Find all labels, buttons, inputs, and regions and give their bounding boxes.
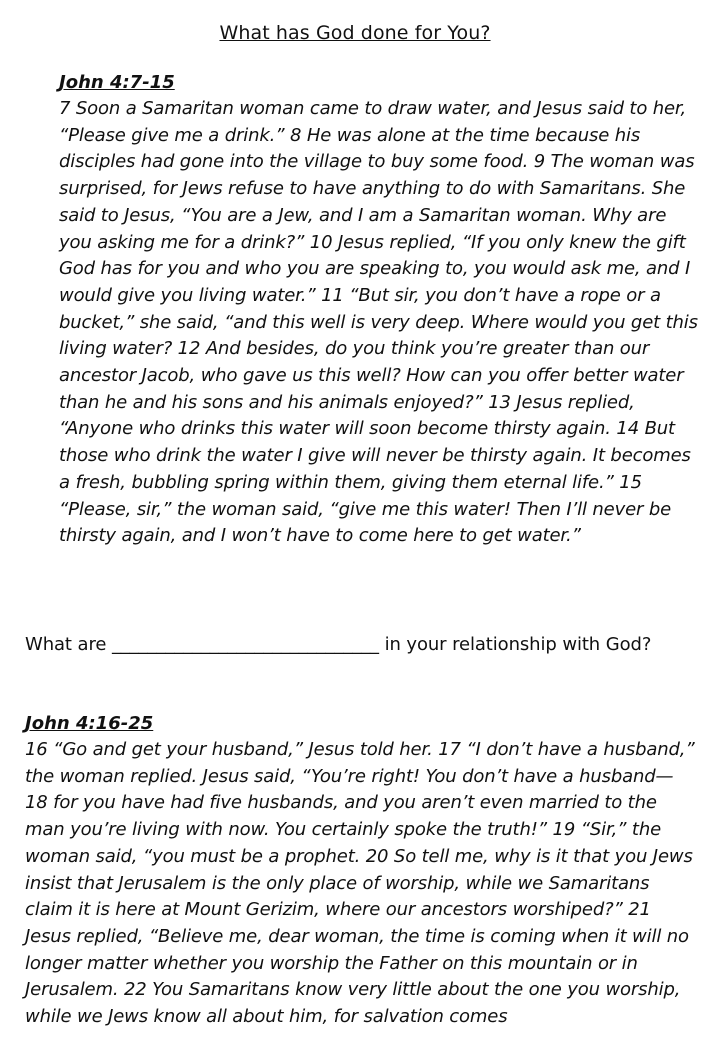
passage-section-2 — [25, 711, 700, 1031]
passage-text-2: 16 “Go and get your husband,” Jesus told her. 17 “I don’t have a husband,” the woman replied. Jesus said, “You’re right! You don’t have a husband— 18 for you have had five husbands, and you aren’t even married to the man you’re living with now. You certainly spoke the truth!” 19 “Sir,” the woman said, “you must be a prophet. 20 So tell me, why is it that you Jews insist that Jerusalem is the only place of worship, while we Samaritans claim it is here at Mount Gerizim, where our ancestors worshiped?” 21 Jesus replied, “Believe me, dear woman, the time is coming when it will no longer matter whether you worship the Father on this mountain or in Jerusalem. 22 You Samaritans know very little about the one you worship, while we Jews know all about him, for salvation comes — [25, 739, 695, 1028]
passage-section-1 — [59, 70, 699, 550]
page-title: What has God done for You? — [219, 22, 491, 44]
passage-reference-1: John 4:7-15 — [59, 72, 175, 93]
passage-reference-2: John 4:16-25 — [25, 713, 154, 734]
passage-text-1: 7 Soon a Samaritan woman came to draw water, and Jesus said to her, “Please give me a drink.” 8 He was alone at the time because his disciples had gone into the village to buy some food. 9 The woman was surprised, for Jews refuse to have anything to do with Samaritans. She said to Jesus, “You are a Jew, and I am a Samaritan woman. Why are you asking me for a drink?” 10 Jesus replied, “If you only knew the gift God has for you and who you are speaking to, you would ask me, and I would give you living water.” 11 “But sir, you don’t have a rope or a bucket,” she said, “and this well is very deep. Where would you get this living water? 12 And besides, do you think you’re greater than our ancestor Jacob, who gave us this well? How can you offer better water than he and his sons and his animals enjoyed?” 13 Jesus replied, “Anyone who drinks this water will soon become thirsty again. 14 But those who drink the water I give will never be thirsty again. It becomes a fresh, bubbling spring within them, giving them eternal life.” 15 “Please, sir,” the woman said, “give me this water! Then I’ll never be thirsty again, and I won’t have to come here to get water.” — [59, 98, 698, 547]
fill-in-question: What are ______________________________ in your relationship with God? — [25, 634, 652, 655]
